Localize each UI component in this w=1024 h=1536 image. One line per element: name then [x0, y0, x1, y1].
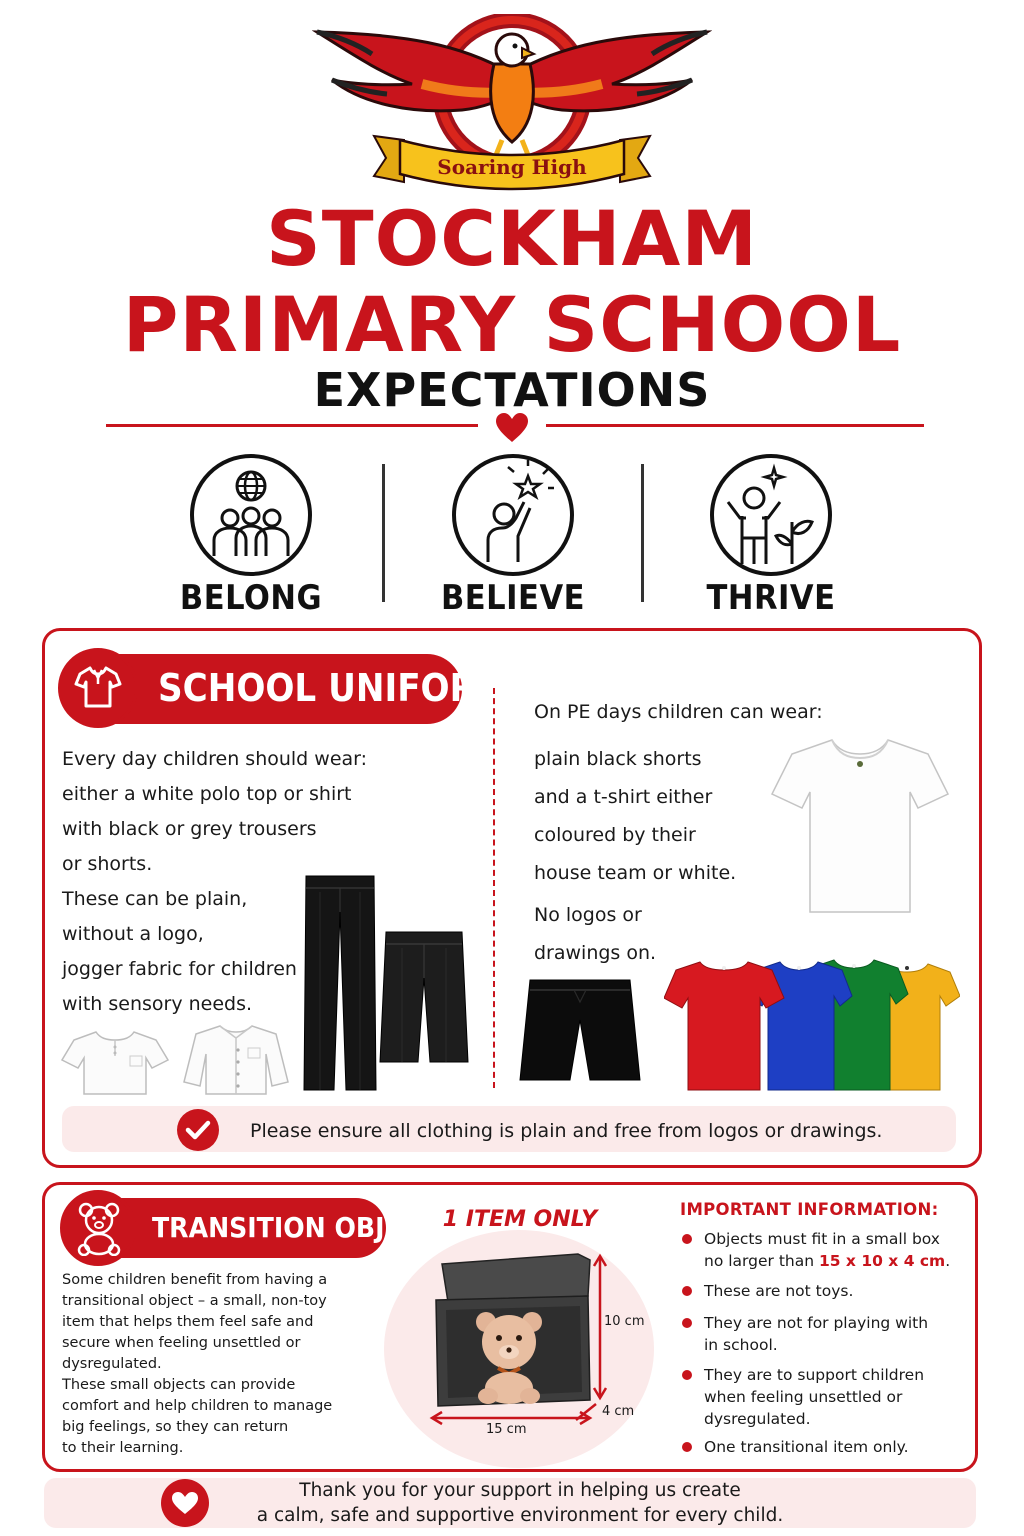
page-title-line2: PRIMARY SCHOOL — [122, 280, 902, 369]
white-polo-image — [60, 1026, 170, 1098]
people-globe-icon — [188, 452, 314, 578]
description-line: big feelings, so they can return — [62, 1419, 289, 1435]
logo-motto: Soaring High — [437, 155, 587, 179]
white-tshirt-image — [770, 734, 950, 916]
dim-height-label: 10 cm — [604, 1314, 645, 1329]
bullet-text: Objects must fit in a small box — [704, 1230, 940, 1248]
checkmark-icon — [176, 1108, 220, 1152]
uniform-column-divider — [493, 688, 495, 1088]
bullet-dot — [682, 1442, 692, 1452]
item-label: 1 ITEM ONLY — [442, 1207, 598, 1232]
description-line: item that helps them feel safe and — [62, 1314, 314, 1330]
everyday-line: either a white polo top or shirt — [62, 783, 352, 805]
description-line: Some children benefit from having a — [62, 1272, 328, 1288]
polo-shirt-icon — [72, 660, 124, 712]
bullet-text-line2: in school. — [704, 1336, 778, 1354]
dim-depth-label: 4 cm — [602, 1404, 635, 1419]
important-list — [680, 1228, 970, 1458]
reach-star-icon — [450, 452, 576, 578]
everyday-line: These can be plain, — [62, 888, 248, 910]
divider-right — [546, 424, 924, 427]
school-logo — [312, 14, 712, 194]
description-line: These small objects can provide — [62, 1377, 296, 1393]
description-line: transitional object – a small, non-toy — [62, 1293, 327, 1309]
heart-badge-icon — [160, 1478, 210, 1528]
value-label-believe: BELIEVE — [440, 578, 586, 618]
description-line: secure when feeling unsettled or — [62, 1335, 301, 1351]
black-trousers-image — [300, 872, 380, 1094]
description-line: dysregulated. — [62, 1356, 162, 1372]
pe-line: coloured by their — [534, 824, 696, 846]
size-highlight: 15 x 10 x 4 cm — [818, 1252, 946, 1270]
transition-description — [62, 1270, 392, 1459]
red-tshirt — [664, 962, 784, 1090]
bullet-dot — [682, 1286, 692, 1296]
everyday-line: or shorts. — [62, 853, 153, 875]
bullet-text-line2: no larger than 15 x 10 x 4 cm. — [704, 1252, 951, 1270]
everyday-line: jogger fabric for children — [62, 958, 297, 980]
uniform-heading: SCHOOL UNIFORM — [158, 666, 510, 710]
house-tshirts-image — [664, 956, 960, 1092]
everyday-line: Every day children should wear: — [62, 748, 368, 770]
pe-line: No logos or — [534, 904, 642, 926]
everyday-line: without a logo, — [62, 923, 204, 945]
bullet-dot — [682, 1370, 692, 1380]
important-item — [680, 1364, 970, 1430]
pe-line: house team or white. — [534, 862, 737, 884]
bullet-text: One transitional item only. — [704, 1438, 909, 1456]
page-title-line1: STOCKHAM — [266, 194, 758, 283]
heart-icon — [494, 412, 530, 444]
value-separator — [641, 464, 644, 602]
pe-intro: On PE days children can wear: — [534, 701, 823, 723]
pe-list — [534, 740, 736, 972]
bullet-text: These are not toys. — [704, 1282, 854, 1300]
pe-line: and a t-shirt either — [534, 786, 713, 808]
box-with-teddy-image — [428, 1250, 644, 1450]
footer-message — [210, 1478, 830, 1528]
teddy-bear-icon — [74, 1200, 124, 1256]
footer-line1: Thank you for your support in helping us create — [299, 1480, 741, 1501]
bullet-dot — [682, 1318, 692, 1328]
white-shirt-image — [180, 1020, 292, 1098]
footer-line2: a calm, safe and supportive environment for every child. — [256, 1505, 784, 1526]
pe-line: plain black shorts — [534, 748, 702, 770]
value-separator — [382, 464, 385, 602]
dim-width-label: 15 cm — [486, 1422, 527, 1437]
everyday-line: with black or grey trousers — [62, 818, 317, 840]
description-line: to their learning. — [62, 1440, 184, 1456]
everyday-line: with sensory needs. — [62, 993, 253, 1015]
bullet-dot — [682, 1234, 692, 1244]
grey-shorts-image — [378, 928, 470, 1066]
important-item — [680, 1436, 970, 1458]
important-item — [680, 1312, 970, 1356]
value-label-belong: BELONG — [179, 578, 323, 618]
bullet-text: They are to support children — [704, 1366, 925, 1384]
page-subtitle: EXPECTATIONS — [313, 363, 711, 417]
pe-line: drawings on. — [534, 942, 657, 964]
divider-left — [106, 424, 478, 427]
important-heading: IMPORTANT INFORMATION: — [680, 1200, 939, 1219]
important-item — [680, 1280, 970, 1302]
bullet-text: They are not for playing with — [704, 1314, 929, 1332]
black-pe-shorts-image — [518, 976, 642, 1088]
value-label-thrive: THRIVE — [706, 578, 836, 618]
description-line: comfort and help children to manage — [62, 1398, 333, 1414]
one-item-label-arc — [430, 1196, 610, 1236]
grow-plant-icon — [708, 452, 834, 578]
bullet-text-line2: when feeling unsettled or — [704, 1388, 903, 1406]
important-item — [680, 1228, 970, 1272]
transition-heading: TRANSITION OBJECT — [152, 1211, 438, 1244]
uniform-note: Please ensure all clothing is plain and free from logos or drawings. — [250, 1120, 883, 1142]
bullet-text-line3: dysregulated. — [704, 1410, 811, 1428]
